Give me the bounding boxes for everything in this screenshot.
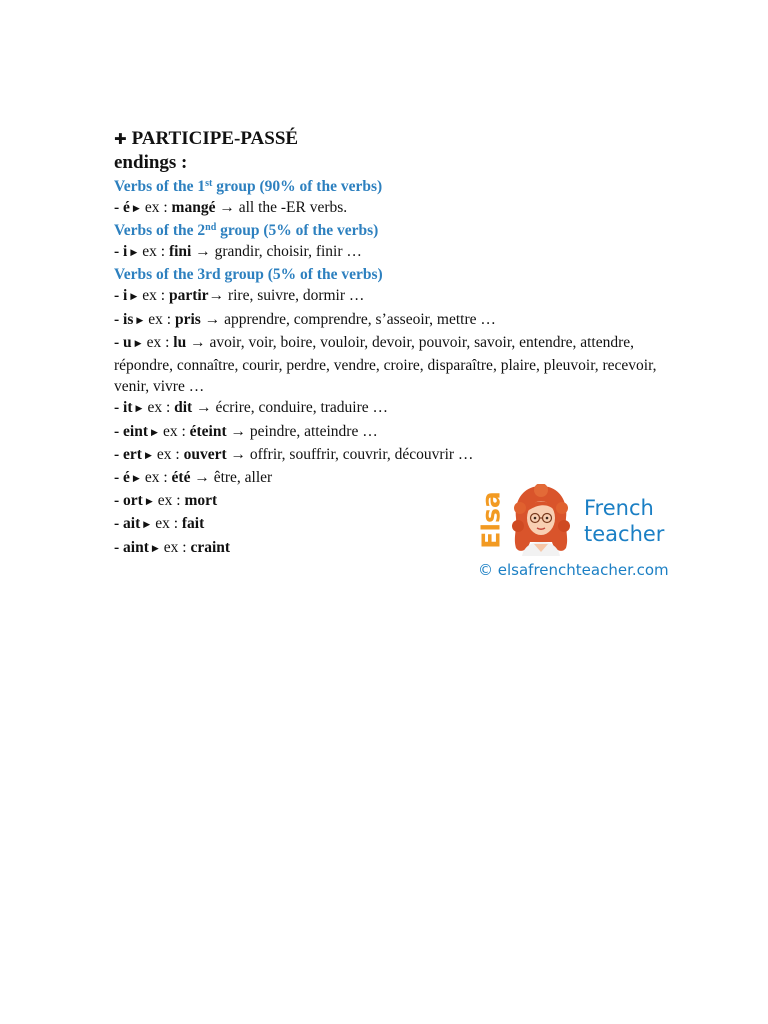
ex-label: ex : (156, 445, 180, 463)
arrowhead-icon: ▶ (151, 427, 158, 438)
ending: - eint (114, 422, 149, 440)
ending: - é (114, 469, 130, 487)
logo-copyright-url: © elsafrenchteacher.com (478, 561, 669, 579)
ending-row (114, 197, 714, 220)
group2-heading-prefix: Verbs of the 2 (114, 222, 206, 240)
ex-label: ex : (144, 199, 168, 216)
ending: - ert (114, 445, 142, 463)
arrowhead-icon: ▶ (130, 248, 138, 259)
ending: - u (114, 333, 132, 351)
example-word: mangé (171, 199, 216, 216)
ending: - ait (114, 515, 141, 533)
example-word: pris (174, 310, 201, 328)
ending: - é (114, 199, 130, 216)
logo-french-text: French (584, 496, 654, 520)
arrowhead-icon: ▶ (151, 543, 159, 554)
ex-label: ex : (146, 333, 170, 351)
example-word: fait (181, 515, 205, 533)
arrowhead-icon: ▶ (136, 315, 144, 326)
example-word: partir (168, 287, 209, 305)
arrowhead-icon: ▶ (144, 450, 152, 461)
ending-row (114, 241, 714, 264)
verb-list: → écrire, conduire, traduire … (192, 399, 389, 417)
ex-label: ex : (163, 538, 187, 556)
example-word: éteint (189, 422, 227, 440)
ex-label: ex : (162, 422, 186, 440)
ending-row (114, 332, 674, 398)
verb-list: → être, aller (190, 469, 273, 487)
arrowhead-icon: ▶ (134, 338, 142, 349)
verb-list: → all the -ER verbs. (215, 199, 348, 216)
logo-elsa-text: Elsa (476, 491, 506, 549)
group1-heading (114, 176, 714, 197)
title-text: PARTICIPE-PASSÉ (131, 128, 299, 149)
group1-heading-prefix: Verbs of the 1 (114, 178, 206, 195)
ending-row (114, 397, 714, 420)
ending-row (114, 309, 714, 332)
verb-list: → peindre, atteindre … (226, 422, 378, 440)
page-title (114, 127, 714, 151)
ending: - ort (114, 492, 143, 510)
ending-row (114, 421, 714, 444)
example-word: lu (173, 333, 187, 351)
example-word: mort (184, 492, 218, 510)
group1-heading-sup: st (205, 178, 213, 189)
ending: - it (114, 399, 133, 417)
arrowhead-icon: ▶ (135, 404, 143, 415)
arrowhead-icon: ▶ (143, 520, 151, 531)
arrowhead-icon: ▶ (130, 292, 138, 303)
arrowhead-icon: ▶ (145, 497, 153, 508)
elsa-french-teacher-logo (476, 484, 669, 586)
group1-heading-suffix: group (90% of the verbs) (212, 178, 383, 195)
example-word: craint (190, 538, 231, 556)
ex-label: ex : (144, 469, 168, 487)
example-word: été (171, 469, 191, 487)
arrowhead-icon: ▶ (132, 474, 140, 485)
group2-heading-suffix: group (5% of the verbs) (216, 222, 379, 240)
verb-list: → rire, suivre, dormir … (208, 287, 365, 305)
ex-label: ex : (142, 287, 166, 305)
group2-heading-sup: nd (205, 222, 217, 234)
verb-list: → avoir, voir, boire, vouloir, devoir, pouvoir, savoir, entendre, attendre, répondre, connaître, courir, perdre, vendre, croire, disparaître, plaire, pleuvoir, recevoir, venir, vivre … (114, 333, 657, 396)
ending: - is (114, 310, 134, 328)
verb-list: → apprendre, comprendre, s’asseoir, mettre … (200, 310, 496, 328)
arrowhead-icon: ▶ (132, 204, 140, 214)
ending-row (114, 444, 714, 467)
ex-label: ex : (155, 515, 178, 533)
plus-icon: ✚ (114, 130, 127, 148)
ending: - i (114, 243, 128, 261)
ex-label: ex : (147, 399, 171, 417)
ex-label: ex : (148, 310, 172, 328)
ex-label: ex : (142, 243, 166, 261)
teacher-portrait-icon (510, 484, 572, 556)
example-word: dit (174, 399, 193, 417)
verb-list: → offrir, souffrir, couvrir, découvrir … (226, 445, 474, 463)
ending: - aint (114, 538, 149, 556)
page-subtitle: endings : (114, 152, 188, 173)
group2-heading (114, 220, 714, 241)
ending-row (114, 285, 714, 308)
group3-heading: Verbs of the 3rd group (5% of the verbs) (114, 266, 383, 284)
ending: - i (114, 287, 128, 305)
logo-elsa-wrap (476, 488, 506, 552)
verb-list: → grandir, choisir, finir … (191, 243, 362, 261)
logo-teacher-text: teacher (584, 522, 665, 546)
example-word: fini (168, 243, 192, 261)
ex-label: ex : (157, 492, 181, 510)
example-word: ouvert (183, 445, 227, 463)
